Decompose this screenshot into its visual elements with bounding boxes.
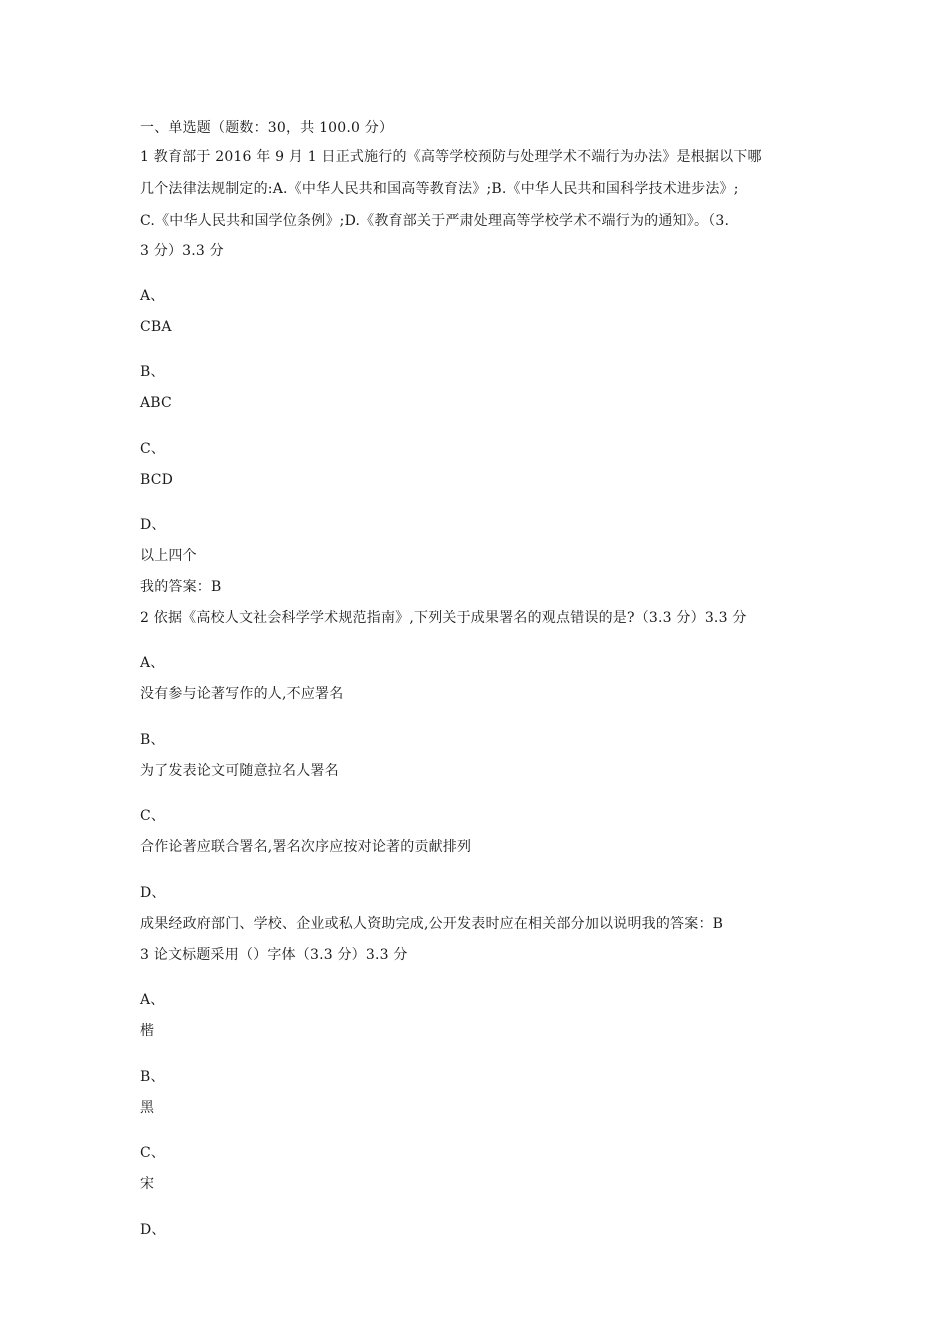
- question-1-option-c-letter: C、: [140, 441, 166, 457]
- question-1-answer: 我的答案：B: [140, 579, 222, 595]
- question-2-stem-line-1: 2 依据《高校人文社会科学学术规范指南》,下列关于成果署名的观点错误的是?（3.3 分）3.3 分: [140, 610, 747, 626]
- question-2-option-a-letter: A、: [140, 655, 165, 671]
- section-header: 一、单选题（题数：30，共 100.0 分）: [140, 120, 394, 136]
- question-3-option-c-text: 宋: [140, 1176, 155, 1192]
- question-1-option-d-letter: D、: [140, 517, 166, 533]
- question-2-option-d-text: 成果经政府部门、学校、企业或私人资助完成,公开发表时应在相关部分加以说明我的答案：B: [140, 916, 724, 932]
- question-2-option-c-letter: C、: [140, 808, 166, 824]
- question-1-stem-line-2: 几个法律法规制定的:A.《中华人民共和国高等教育法》;B.《中华人民共和国科学技术进步法》;: [140, 181, 739, 197]
- question-3-option-c-letter: C、: [140, 1145, 166, 1161]
- question-1-stem-line-4: 3 分）3.3 分: [140, 243, 224, 259]
- question-1-option-b-letter: B、: [140, 364, 165, 380]
- question-2-option-b-text: 为了发表论文可随意拉名人署名: [140, 763, 339, 779]
- question-3-option-a-letter: A、: [140, 992, 165, 1008]
- question-2-option-b-letter: B、: [140, 732, 165, 748]
- question-1-option-c-text: BCD: [140, 472, 174, 488]
- question-3-option-b-letter: B、: [140, 1069, 165, 1085]
- question-1-stem-line-3: C.《中华人民共和国学位条例》;D.《教育部关于严肃处理高等学校学术不端行为的通知》。（3.: [140, 213, 730, 229]
- question-2-option-a-text: 没有参与论著写作的人,不应署名: [140, 686, 344, 702]
- question-1-option-b-text: ABC: [140, 395, 172, 411]
- question-2-option-c-text: 合作论著应联合署名,署名次序应按对论著的贡献排列: [140, 839, 472, 855]
- question-1-stem-line-1: 1 教育部于 2016 年 9 月 1 日正式施行的《高等学校预防与处理学术不端行为办法》是根据以下哪: [140, 149, 762, 165]
- question-1-option-a-text: CBA: [140, 319, 172, 335]
- question-3-stem-line-1: 3 论文标题采用（）字体（3.3 分）3.3 分: [140, 947, 408, 963]
- question-2-option-d-letter: D、: [140, 885, 166, 901]
- question-1-option-d-text: 以上四个: [140, 548, 197, 564]
- question-1-option-a-letter: A、: [140, 288, 165, 304]
- question-3-option-b-text: 黑: [140, 1100, 155, 1116]
- question-3-option-a-text: 楷: [140, 1023, 155, 1039]
- question-3-option-d-letter: D、: [140, 1222, 166, 1238]
